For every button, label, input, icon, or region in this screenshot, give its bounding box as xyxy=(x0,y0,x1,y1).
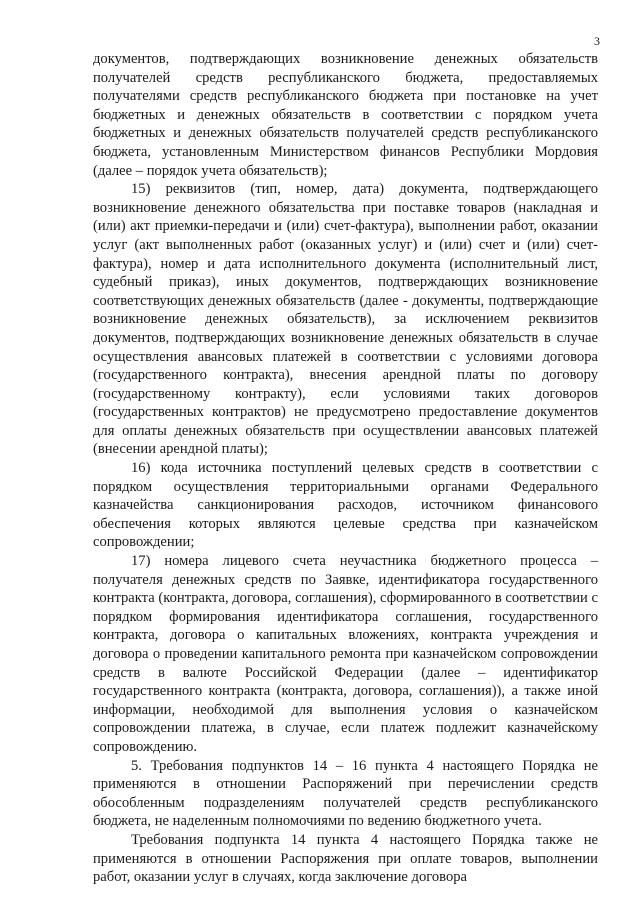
paragraph-item-15: 15) реквизитов (тип, номер, дата) документа, подтверждающего возникновение денежного обязательства при поставке товаров (накладная и (или) акт приемки-передачи и (или) счет-фактура), выполнении работ, оказании услуг (акт выполненных работ (оказанных услуг) и (или) счет и (или) счет-фактура), номер и дата исполнительного документа (исполнительный лист, судебный приказ), иных документов, подтверждающих возникновение соответствующих денежных обязательств (далее - документы, подтверждающие возникновение денежных обязательств), за исключением реквизитов документов, подтверждающих возникновение денежных обязательств в случае осуществления авансовых платежей в соответствии с условиями договора (государственного контракта), внесения арендной платы по договору (государственному контракту), если условиями таких договоров (государственных контрактов) не предусмотрено предоставление документов для оплаты денежных обязательств при осуществлении авансовых платежей (внесении арендной платы); xyxy=(93,181,598,458)
document-body xyxy=(93,50,598,887)
paragraph-clause-5: 5. Требования подпунктов 14 – 16 пункта 4 настоящего Порядка не применяются в отношении Распоряжений при перечислении средств обособленным подразделениям получателей средств республиканского бюджета, не наделенным полномочиями по ведению бюджетного учета. xyxy=(93,757,598,830)
paragraph-continuation: документов, подтверждающих возникновение денежных обязательств получателей средств республиканского бюджета, предоставляемых получателями средств республиканского бюджета при постановке на учет бюджетных и денежных обязательств в соответствии с порядком учета бюджетных и денежных обязательств получателей средств республиканского бюджета, установленным Министерством финансов Республики Мордовия (далее – порядок учета обязательств); xyxy=(93,51,598,179)
paragraph-item-17: 17) номера лицевого счета неучастника бюджетного процесса – получателя денежных средств по Заявке, идентификатора государственного контракта (контракта, договора, соглашения), сформированного в соответствии с порядком формирования идентификатора соглашения, государственного контракта, договора о капитальных вложениях, контракта учреждения и договора о проведении капитального ремонта при казначейском сопровождении средств в валюте Российской Федерации (далее – идентификатор государственного контракта (контракта, договора, соглашения)), а также иной информации, необходимой для выполнения условия о казначейском сопровождении платежа, в случае, если платеж подлежит казначейскому сопровождению. xyxy=(93,553,598,755)
paragraph-clause-5-continued: Требования подпункта 14 пункта 4 настоящего Порядка также не применяются в отношении Распоряжения при оплате товаров, выполнении работ, оказании услуг в случаях, когда заключение договора xyxy=(93,831,598,886)
paragraph-item-16: 16) кода источника поступлений целевых средств в соответствии с порядком осуществления территориальными органами Федерального казначейства санкционирования расходов, источником финансового обеспечения которых являются целевые средства при казначейском сопровождении; xyxy=(93,460,598,551)
page-number: 3 xyxy=(594,34,600,48)
